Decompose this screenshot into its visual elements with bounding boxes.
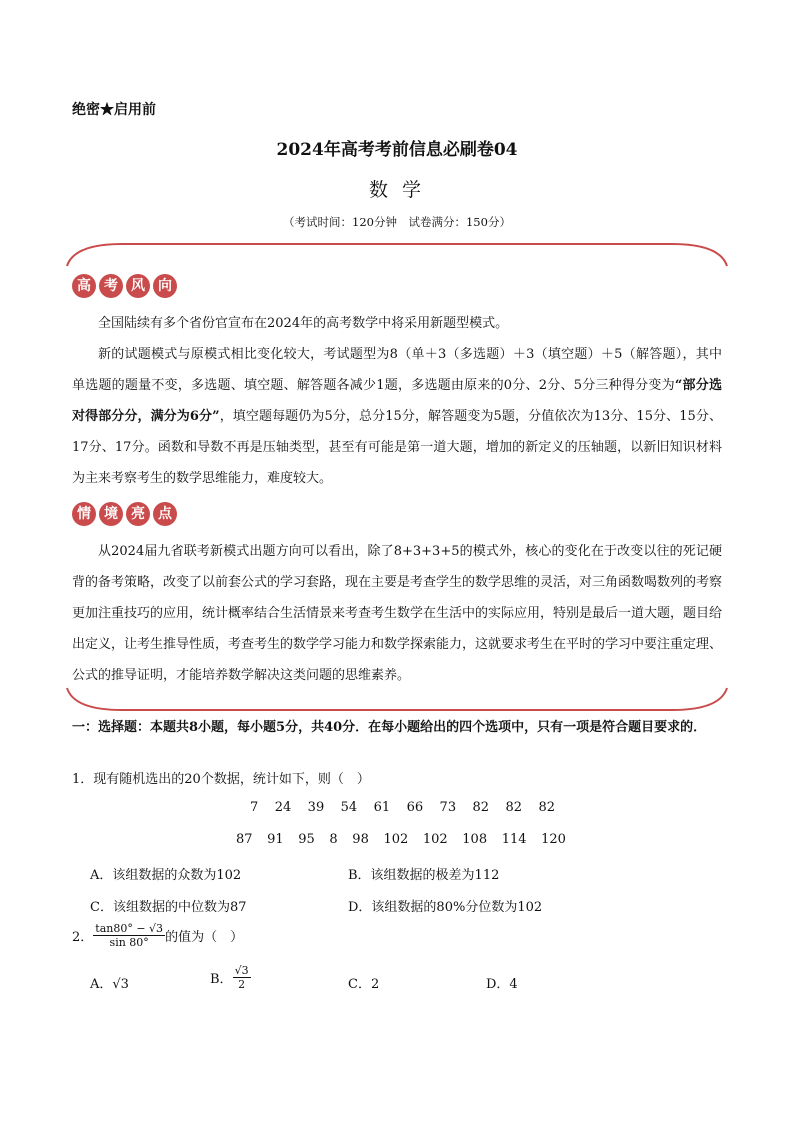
data-value: 73 [439,800,457,815]
data-value: 102 [383,832,409,847]
data-value: 102 [422,832,448,847]
trend-paragraph-2: 新的试题模式与原模式相比变化较大，考试题型为8（单＋3（多选题）＋3（填空题）＋5（解答题），其中单选题的题量不变，多选题、填空题、解答题各减少1题，多选题由原来的0分、2分、5分三种得分变为“部分选对得部分分，满分为6分”，填空题每题仍为5分，总分15分，解答题变为5题，分值依次为13分、15分、15分、17分、17分。函数和导数不再是压轴类型，甚至有可能是第一道大题，增加的新定义的压轴题，以新旧知识材料为主来考察考生的数学思维能力，难度较大。 [72,347,722,486]
q1-option-c: C．该组数据的中位数为87 [90,900,247,915]
data-row-1 [250,800,555,815]
paper-title: 2024年高考考前信息必刷卷04 [276,140,518,160]
badge-char: 考 [99,274,123,298]
data-value: 8 [329,832,338,847]
question-1-stem: 1．现有随机选出的20个数据，统计如下，则（ ） [72,772,370,787]
subject-title: 数 学 [368,179,426,201]
data-value: 54 [340,800,358,815]
top-divider-arc [62,238,732,268]
badge-char: 高 [72,274,96,298]
q2-expression: $\frac{\tan 80^\circ - √3}{\sin 80^\circ}$ [95,922,164,949]
data-value: 95 [298,832,315,847]
data-value: 120 [541,832,566,847]
q2-option-b: B． $\frac{√3}{2}$ [210,964,249,991]
exam-meta: （考试时间：120分钟 试卷满分：150分） [283,215,511,229]
trend-paragraph-1: 全国陆续有多个省份官宣布在2024年的高考数学中将采用新题型模式。 [98,316,509,331]
highlight-text [72,536,722,691]
data-value: 108 [462,832,488,847]
highlight-badge [72,502,177,526]
section-heading: 一：选择题：本题共8小题，每小题5分，共40分．在每小题给出的四个选项中，只有一项是符合题目要求的． [72,720,707,735]
badge-char: 点 [153,502,177,526]
badge-char: 境 [99,502,123,526]
bottom-divider-arc [62,686,732,716]
data-value: 91 [267,832,284,847]
question-number: 2． [72,930,94,945]
question-2-stem [72,922,243,949]
data-value: 39 [307,800,325,815]
q2-option-d: D．4 [486,977,518,992]
q1-option-a: A．该组数据的众数为102 [90,868,242,883]
confidential-label: 绝密★启用前 [72,102,156,118]
data-value: 87 [236,832,253,847]
q2-option-a: A．√3 [90,977,129,992]
data-value: 82 [538,800,555,815]
badge-char: 风 [126,274,150,298]
data-value: 24 [274,800,292,815]
data-value: 82 [472,800,490,815]
badge-char: 向 [153,274,177,298]
badge-char: 亮 [126,502,150,526]
data-value: 98 [352,832,369,847]
q1-option-b: B．该组数据的极差为112 [348,868,500,883]
data-value: 61 [373,800,391,815]
data-value: 66 [406,800,424,815]
data-row-2 [236,832,566,847]
data-value: 82 [505,800,523,815]
trend-badge [72,274,177,298]
question-tail: 的值为（ ） [165,930,244,945]
data-value: 114 [501,832,527,847]
badge-char: 情 [72,502,96,526]
trend-text [72,308,722,494]
q1-option-d: D．该组数据的80%分位数为102 [348,900,543,915]
data-value: 7 [250,800,259,815]
q2-option-c: C．2 [348,977,380,992]
highlight-paragraph: 从2024届九省联考新模式出题方向可以看出，除了8+3+3+5的模式外，核心的变化在于改变以往的死记硬背的备考策略，改变了以前套公式的学习套路，现在主要是考查学生的数学思维的灵活，对三角函数喝数列的考察更加注重技巧的应用，统计概率结合生活情景来考查考生数学在生活中的实际应用，特别是最后一道大题，题目给出定义，让考生推导性质，考查考生的数学学习能力和数学探索能力，这就要求考生在平时的学习中要注重定理、公式的推导证明，才能培养数学解决这类问题的思维素养。 [72,544,723,683]
